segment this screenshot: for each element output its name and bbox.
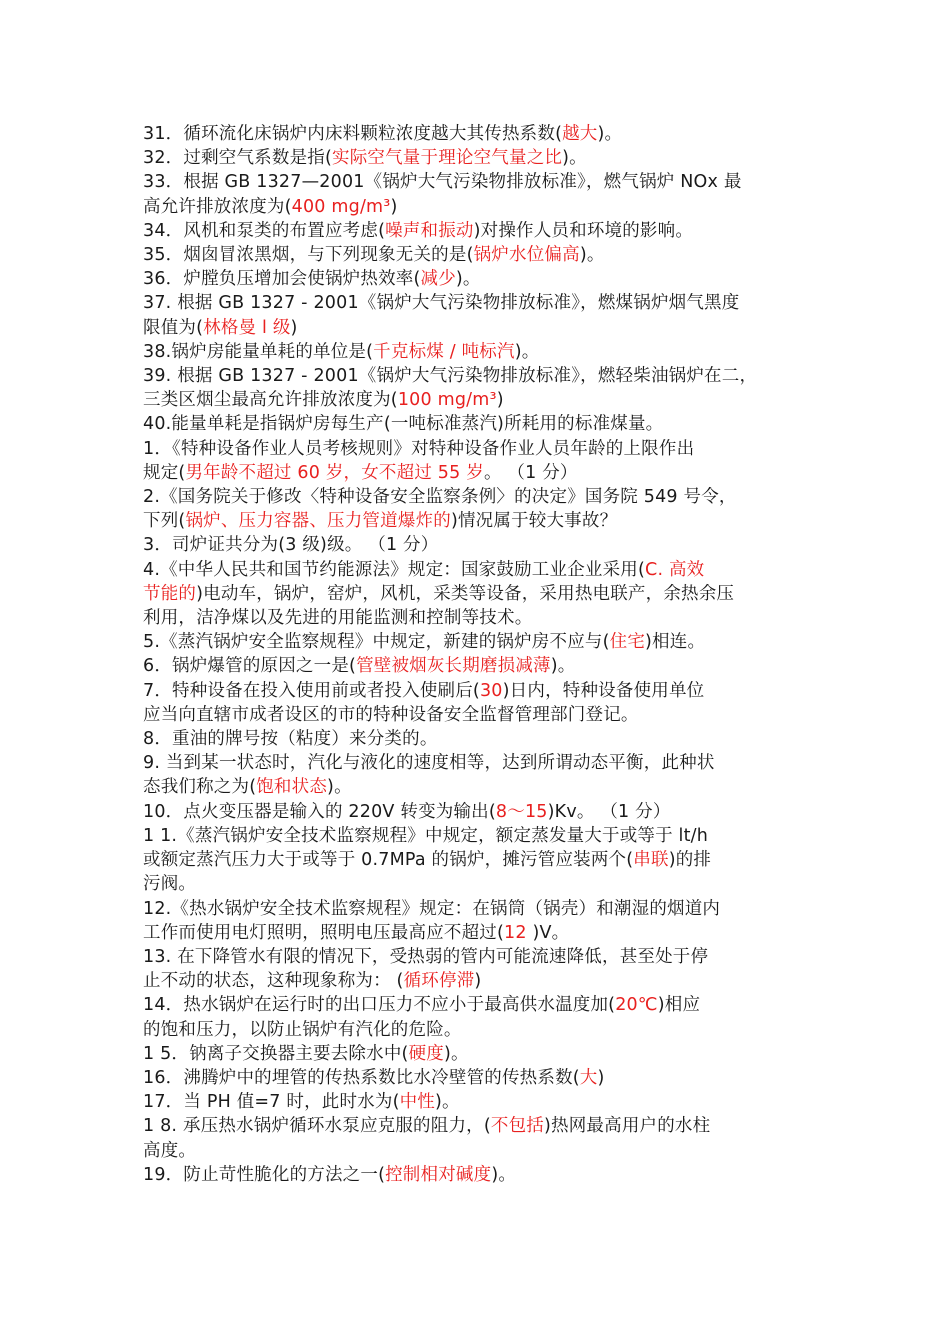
text-line bbox=[143, 727, 840, 751]
question-text: )。 bbox=[455, 269, 481, 290]
text-line bbox=[143, 461, 840, 485]
answer-text: C. 高效 bbox=[645, 559, 705, 580]
text-line bbox=[143, 364, 840, 388]
question-text: 5.《蒸汽锅炉安全监察规程》中规定，新建的锅炉房不应与( bbox=[143, 632, 610, 653]
question-text: 12.《热水锅炉安全技术监察规程》规定：在锅筒（锅壳）和潮湿的烟道内 bbox=[143, 898, 721, 919]
question-text: 40.能量单耗是指锅炉房每生产(一吨标准蒸汽)所耗用的标准煤量。 bbox=[143, 414, 664, 435]
answer-text: 噪声和振动 bbox=[385, 220, 474, 241]
text-line bbox=[143, 170, 840, 194]
question-text: )电动车，锅炉，窑炉，风机，采类等设备，采用热电联产，余热余压 bbox=[196, 583, 735, 604]
text-line bbox=[143, 195, 840, 219]
question-text: )V。 bbox=[532, 922, 570, 943]
answer-text: 减少 bbox=[420, 269, 456, 290]
answer-text: 实际空气量于理论空气量之比 bbox=[332, 148, 563, 169]
text-line bbox=[143, 219, 840, 243]
question-text: 39. 根据 GB 1327 - 2001《锅炉大气污染物排放标准》，燃轻柴油锅炉在二， bbox=[143, 366, 758, 387]
question-text: )的排 bbox=[668, 850, 712, 871]
question-text: 1 5．钠离子交换器主要去除水中( bbox=[143, 1043, 409, 1064]
question-text: )日内，特种设备使用单位 bbox=[502, 680, 705, 701]
question-text: 高允许排放浓度为( bbox=[143, 196, 292, 217]
text-line bbox=[143, 146, 840, 170]
question-text: 33．根据 GB 1327—2001《锅炉大气污染物排放标准》，燃气锅炉 NOx 最 bbox=[143, 172, 742, 193]
question-text: ) bbox=[390, 196, 398, 217]
question-text: )。 bbox=[491, 1164, 517, 1185]
answer-text: 饱和状态 bbox=[256, 777, 328, 798]
question-text: 17．当 PH 值=7 时，此时水为( bbox=[143, 1092, 400, 1113]
question-text: 35．烟囱冒浓黑烟，与下列现象无关的是( bbox=[143, 245, 474, 266]
answer-text: 12 bbox=[504, 922, 533, 943]
question-text: 利用，洁净煤以及先进的用能监测和控制等技术。 bbox=[143, 608, 533, 629]
text-line bbox=[143, 558, 840, 582]
text-line bbox=[143, 291, 840, 315]
question-text: 8．重油的牌号按（粘度）来分类的。 bbox=[143, 729, 438, 750]
text-line bbox=[143, 412, 840, 436]
question-text: 36．炉膛负压增加会使锅炉热效率( bbox=[143, 269, 421, 290]
text-line bbox=[143, 703, 840, 727]
question-text: 1 8. 承压热水锅炉循环水泵应克服的阻力，( bbox=[143, 1116, 491, 1137]
question-text: 2.《国务院关于修改〈特种设备安全监察条例〉的决定》国务院 549 号令， bbox=[143, 487, 737, 508]
question-text: 污阀。 bbox=[143, 874, 197, 895]
text-line bbox=[143, 122, 840, 146]
text-line bbox=[143, 897, 840, 921]
text-line bbox=[143, 945, 840, 969]
question-text: 37. 根据 GB 1327 - 2001《锅炉大气污染物排放标准》，燃煤锅炉烟气黑度 bbox=[143, 293, 740, 314]
question-text: )。 bbox=[443, 1043, 469, 1064]
question-text: 工作而使用电灯照明，照明电压最高应不超过( bbox=[143, 922, 505, 943]
text-line bbox=[143, 848, 840, 872]
text-line bbox=[143, 1018, 840, 1042]
text-line bbox=[143, 509, 840, 533]
answer-text: 锅炉、压力容器、压力管道爆炸的 bbox=[185, 511, 451, 532]
question-text: ) bbox=[290, 317, 298, 338]
question-text: )。 bbox=[550, 656, 576, 677]
answer-text: 锅炉水位偏高 bbox=[473, 245, 580, 266]
question-text: ) bbox=[496, 390, 504, 411]
text-line bbox=[143, 751, 840, 775]
answer-text: 30 bbox=[479, 680, 503, 701]
question-text: )。 bbox=[562, 148, 587, 169]
question-text: )相连。 bbox=[645, 632, 706, 653]
text-line bbox=[143, 316, 840, 340]
text-line bbox=[143, 800, 840, 824]
text-line bbox=[143, 921, 840, 945]
answer-text: 住宅 bbox=[609, 632, 646, 653]
text-line bbox=[143, 243, 840, 267]
question-text: 13. 在下降管水有限的情况下，受热弱的管内可能流速降低，甚至处于停 bbox=[143, 946, 709, 967]
answer-text: 400 mg/m³ bbox=[291, 196, 391, 217]
text-line bbox=[143, 340, 840, 364]
text-line bbox=[143, 485, 840, 509]
question-text: )。 bbox=[597, 124, 623, 144]
question-text: )。 bbox=[327, 777, 352, 798]
question-text: 3．司炉证共分为(3 级)级。 （1 分） bbox=[143, 535, 439, 556]
text-line bbox=[143, 388, 840, 412]
question-text: 下列( bbox=[143, 511, 186, 532]
answer-text: 串联 bbox=[633, 850, 669, 871]
question-text: 10．点火变压器是输入的 220V 转变为输出( bbox=[143, 801, 496, 822]
answer-text: 千克标煤 / 吨标汽 bbox=[373, 341, 515, 362]
question-text: 19．防止苛性脆化的方法之一( bbox=[143, 1164, 386, 1185]
question-text: )相应 bbox=[657, 995, 701, 1016]
question-text: )热网最高用户的水柱 bbox=[544, 1116, 711, 1137]
answer-text: 控制相对碱度 bbox=[385, 1164, 492, 1185]
text-line bbox=[143, 437, 840, 461]
text-line bbox=[143, 582, 840, 606]
text-line bbox=[143, 679, 840, 703]
text-line bbox=[143, 630, 840, 654]
question-text: 态我们称之为( bbox=[143, 777, 257, 798]
document-body bbox=[143, 122, 840, 1187]
text-line bbox=[143, 1139, 840, 1163]
text-line bbox=[143, 267, 840, 291]
question-text: 1 1.《蒸汽锅炉安全技术监察规程》中规定，额定蒸发量大于或等于 lt/h bbox=[143, 825, 709, 846]
text-line bbox=[143, 1090, 840, 1114]
question-text: 7．特种设备在投入使用前或者投入使刷后( bbox=[143, 680, 480, 701]
text-line bbox=[143, 993, 840, 1017]
question-text: 38.锅炉房能量单耗的单位是( bbox=[143, 341, 374, 362]
answer-text: 越大 bbox=[562, 124, 598, 144]
question-text: 限值为( bbox=[143, 317, 204, 338]
text-line bbox=[143, 533, 840, 557]
question-text: 三类区烟尘最高允许排放浓度为( bbox=[143, 390, 398, 411]
text-line bbox=[143, 1042, 840, 1066]
question-text: 14．热水锅炉在运行时的出口压力不应小于最高供水温度加( bbox=[143, 995, 616, 1016]
text-line bbox=[143, 1163, 840, 1187]
text-line bbox=[143, 775, 840, 799]
answer-text: 循环停滞 bbox=[403, 971, 475, 992]
question-text: 6．锅炉爆管的原因之一是( bbox=[143, 656, 357, 677]
question-text: ) bbox=[474, 971, 482, 992]
question-text: 1．《特种设备作业人员考核规则》对特种设备作业人员年龄的上限作出 bbox=[143, 438, 695, 459]
question-text: 止不动的状态，这种现象称为： ( bbox=[143, 971, 404, 992]
answer-text: 管壁被烟灰长期磨损减薄 bbox=[356, 656, 551, 677]
question-text: 4.《中华人民共和国节约能源法》规定：国家鼓励工业企业采用( bbox=[143, 559, 646, 580]
answer-text: 不包括 bbox=[490, 1116, 544, 1137]
text-line bbox=[143, 606, 840, 630]
answer-text: 大 bbox=[579, 1067, 598, 1088]
text-line bbox=[143, 969, 840, 993]
question-text: 规定( bbox=[143, 462, 186, 483]
answer-text: 20℃ bbox=[615, 995, 658, 1016]
answer-text: 硬度 bbox=[408, 1043, 444, 1064]
question-text: )Kv。 （1 分） bbox=[547, 801, 671, 822]
answer-text: 男年龄不超过 60 岁，女不超过 55 岁 bbox=[185, 462, 484, 483]
text-line bbox=[143, 654, 840, 678]
answer-text: 节能的 bbox=[143, 583, 197, 604]
answer-text: 8～15 bbox=[495, 801, 548, 822]
question-text: )。 bbox=[514, 341, 540, 362]
text-line bbox=[143, 872, 840, 896]
question-text: 34．风机和泵类的布置应考虑( bbox=[143, 220, 386, 241]
answer-text: 林格曼 l 级 bbox=[203, 317, 291, 338]
text-line bbox=[143, 1066, 840, 1090]
question-text: )对操作人员和环境的影响。 bbox=[473, 220, 694, 241]
question-text: )。 bbox=[579, 245, 605, 266]
answer-text: 100 mg/m³ bbox=[397, 390, 497, 411]
question-text: 32．过剩空气系数是指( bbox=[143, 148, 332, 169]
text-line bbox=[143, 824, 840, 848]
question-text: 的饱和压力，以防止锅炉有汽化的危险。 bbox=[143, 1019, 462, 1040]
question-text: 应当向直辖市成者设区的市的特种设备安全监督管理部门登记。 bbox=[143, 704, 639, 725]
question-text: 9. 当到某一状态时，汽化与液化的速度相等，达到所谓动态平衡，此种状 bbox=[143, 753, 715, 774]
text-line bbox=[143, 1114, 840, 1138]
question-text: 或额定蒸汽压力大于或等于 0.7MPa 的锅炉，摊污管应装两个( bbox=[143, 850, 634, 871]
question-text: )情况属于较大事故？ bbox=[450, 511, 618, 532]
question-text: 高度。 bbox=[143, 1140, 197, 1161]
question-text: )。 bbox=[435, 1092, 460, 1113]
question-text: ) bbox=[597, 1067, 605, 1088]
question-text: 31．循环流化床锅炉内床料颗粒浓度越大其传热系数( bbox=[143, 124, 563, 144]
question-text: 。 （1 分） bbox=[483, 462, 578, 483]
question-text: 16．沸腾炉中的埋管的传热系数比水冷壁管的传热系数( bbox=[143, 1067, 580, 1088]
answer-text: 中性 bbox=[399, 1092, 435, 1113]
